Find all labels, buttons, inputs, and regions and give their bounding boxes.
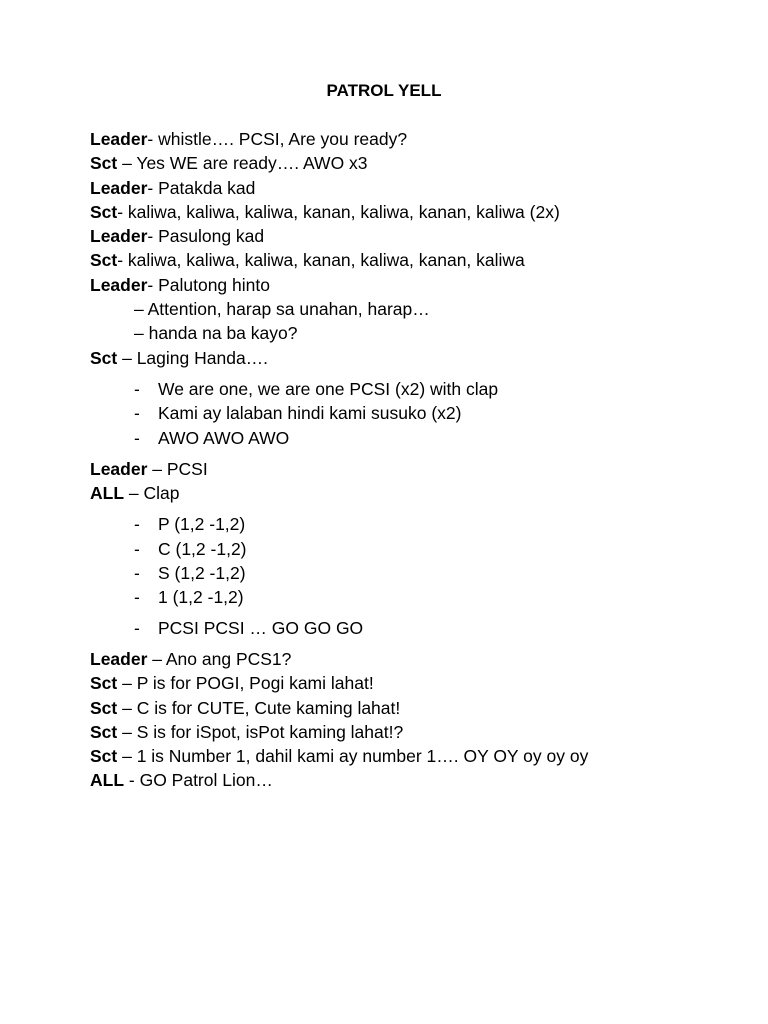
list-item — [90, 537, 750, 561]
line-text: – Clap — [124, 483, 180, 504]
line-text: – Laging Handa…. — [117, 347, 269, 368]
list-item — [90, 401, 750, 425]
speaker-label: Leader — [90, 129, 148, 149]
list-dash: - — [134, 514, 140, 535]
line-text: – Ano ang PCS1? — [147, 648, 292, 669]
list-item-text: C (1,2 -1,2) — [158, 538, 247, 559]
speaker-label: Leader — [90, 458, 148, 479]
speaker-label: ALL — [90, 483, 125, 504]
line-text: - GO Patrol Lion… — [124, 770, 273, 791]
list-item-text: P (1,2 -1,2) — [158, 514, 246, 535]
list-item — [90, 377, 750, 401]
list-item-text: AWO AWO AWO — [158, 427, 290, 448]
script-line — [90, 127, 750, 151]
list-dash: - — [134, 563, 140, 584]
list-dash: - — [134, 617, 140, 638]
list-item — [90, 561, 750, 585]
list-item — [90, 426, 750, 450]
script-line — [90, 273, 750, 297]
line-text: – PCSI — [147, 458, 208, 479]
line-text: – 1 is Number 1, dahil kami ay number 1…. OY OY oy oy oy — [117, 746, 589, 767]
list-item — [90, 512, 750, 536]
list-item-text: PCSI PCSI … GO GO GO — [158, 617, 364, 638]
list-dash: - — [134, 538, 140, 559]
script-line — [90, 720, 750, 744]
line-text: – Yes WE are ready…. AWO x3 — [117, 153, 368, 174]
script-line — [90, 151, 750, 175]
script-line — [90, 457, 750, 481]
list-item-text: S (1,2 -1,2) — [158, 563, 246, 584]
speaker-label: Sct — [90, 673, 118, 694]
script-line — [90, 671, 750, 695]
list-dash: - — [134, 587, 140, 608]
line-text: - kaliwa, kaliwa, kaliwa, kanan, kaliwa, kanan, kaliwa (2x) — [117, 201, 560, 222]
speaker-label: Leader — [90, 648, 148, 669]
indented-line: – handa na ba kayo? — [134, 323, 298, 344]
line-text: – P is for POGI, Pogi kami lahat! — [117, 673, 374, 694]
line-text: – C is for CUTE, Cute kaming lahat! — [117, 697, 401, 718]
go-list — [90, 616, 750, 640]
speaker-label: ALL — [90, 770, 125, 791]
script-line — [90, 200, 750, 224]
script-line — [90, 224, 750, 248]
indented-line: – Attention, harap sa unahan, harap… — [134, 299, 430, 320]
speaker-label: Sct — [90, 697, 118, 718]
line-text: – S is for iSpot, isPot kaming lahat!? — [117, 721, 404, 742]
chant-list — [90, 377, 750, 450]
script-line — [90, 346, 750, 370]
script-line — [90, 768, 750, 792]
page-title: PATROL YELL — [326, 81, 442, 100]
script-line — [90, 647, 750, 671]
speaker-label: Sct — [90, 153, 118, 174]
script-line — [90, 481, 750, 505]
line-text: - whistle…. PCSI, Are you ready? — [147, 129, 408, 149]
script-line — [90, 248, 750, 272]
list-item-text: Kami ay lalaban hindi kami susuko (x2) — [158, 403, 462, 424]
speaker-label: Leader — [90, 226, 148, 247]
clap-list — [90, 512, 750, 609]
speaker-label: Sct — [90, 746, 118, 767]
list-item-text: We are one, we are one PCSI (x2) with clap — [158, 378, 499, 399]
list-item — [90, 616, 750, 640]
line-text: - Palutong hinto — [147, 274, 270, 295]
list-dash: - — [134, 403, 140, 424]
list-item — [90, 585, 750, 609]
speaker-label: Leader — [90, 274, 148, 295]
list-item-text: 1 (1,2 -1,2) — [158, 587, 244, 608]
line-text: - Patakda kad — [147, 177, 256, 198]
script-line — [90, 696, 750, 720]
speaker-label: Sct — [90, 250, 118, 271]
speaker-label: Sct — [90, 201, 118, 222]
yell-body — [90, 127, 750, 793]
script-line — [90, 176, 750, 200]
script-line — [90, 744, 750, 768]
line-text: - kaliwa, kaliwa, kaliwa, kanan, kaliwa, kanan, kaliwa — [117, 250, 525, 271]
speaker-label: Leader — [90, 177, 148, 198]
line-text: - Pasulong kad — [147, 226, 265, 247]
speaker-label: Sct — [90, 721, 118, 742]
list-dash: - — [134, 427, 140, 448]
list-dash: - — [134, 378, 140, 399]
speaker-label: Sct — [90, 347, 118, 368]
